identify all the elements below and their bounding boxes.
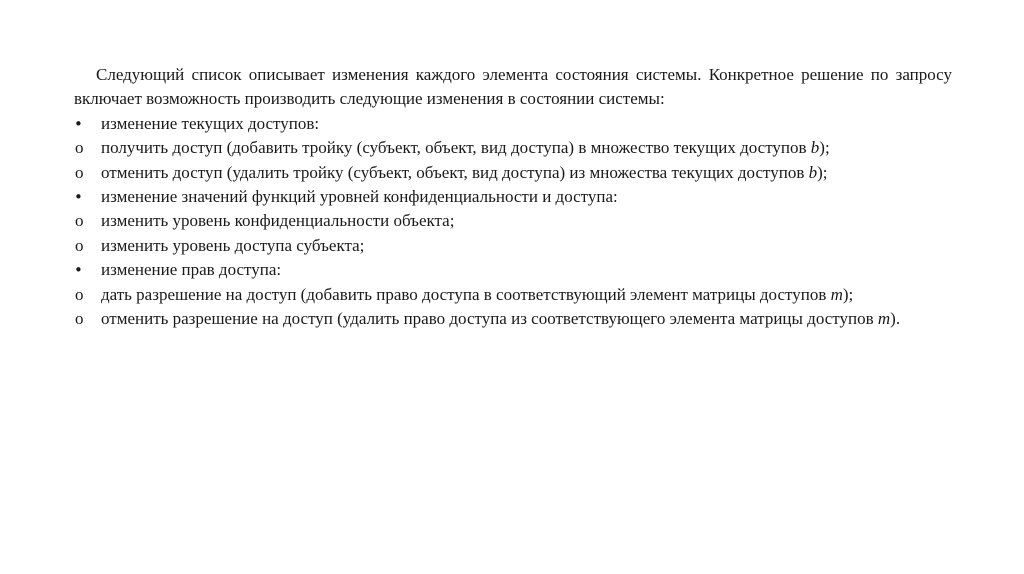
list-item (74, 283, 952, 307)
circle-marker: o (75, 309, 84, 329)
bullet-marker: • (74, 114, 83, 133)
intro-paragraph: Следующий список описывает изменения каждого элемента состояния системы. Конкретное решение по запросу включает возможность производить следующие изменения в состоянии системы: (74, 65, 952, 109)
list-item-tail: ). (890, 309, 901, 329)
list-item (74, 185, 952, 209)
bullet-marker: • (74, 188, 83, 207)
variable-m: m (877, 309, 891, 329)
list-item (74, 161, 952, 185)
list-item-text: изменить уровень конфиденциальности объекта; (101, 211, 455, 231)
variable-b: b (810, 138, 820, 158)
circle-marker: o (75, 138, 84, 158)
circle-marker: o (75, 235, 84, 255)
list-item (74, 136, 952, 160)
list-item-text: изменение значений функций уровней конфиденциальности и доступа: (101, 187, 618, 207)
list-item-text: отменить доступ (удалить тройку (субъект, объект, вид доступа) из множества текущих доступов (101, 162, 809, 182)
circle-marker: o (75, 284, 84, 304)
list-item (74, 209, 952, 233)
list-item (74, 234, 952, 258)
list-item (74, 258, 952, 282)
list-item (74, 307, 952, 331)
list-item-text: изменение прав доступа: (101, 260, 282, 280)
list-item-tail: ); (819, 138, 830, 158)
list-item-text: отменить разрешение на доступ (удалить право доступа из соответствующего элемента матрицы доступов (101, 309, 878, 329)
variable-b: b (808, 162, 818, 182)
change-list (74, 112, 952, 332)
circle-marker: o (75, 211, 84, 231)
list-item-text: изменение текущих доступов: (101, 113, 320, 133)
list-item-tail: ); (842, 284, 854, 304)
list-item-text: дать разрешение на доступ (добавить право доступа в соответствующий элемент матрицы доступов (101, 284, 831, 304)
bullet-marker: • (74, 261, 83, 280)
document-page (74, 63, 952, 331)
list-item-tail: ); (817, 162, 828, 182)
list-item-text: получить доступ (добавить тройку (субъект, объект, вид доступа) в множество текущих доступов (101, 138, 811, 158)
circle-marker: o (75, 162, 84, 182)
list-item (74, 112, 952, 136)
list-item-text: изменить уровень доступа субъекта; (101, 235, 365, 255)
variable-m: m (830, 284, 843, 304)
